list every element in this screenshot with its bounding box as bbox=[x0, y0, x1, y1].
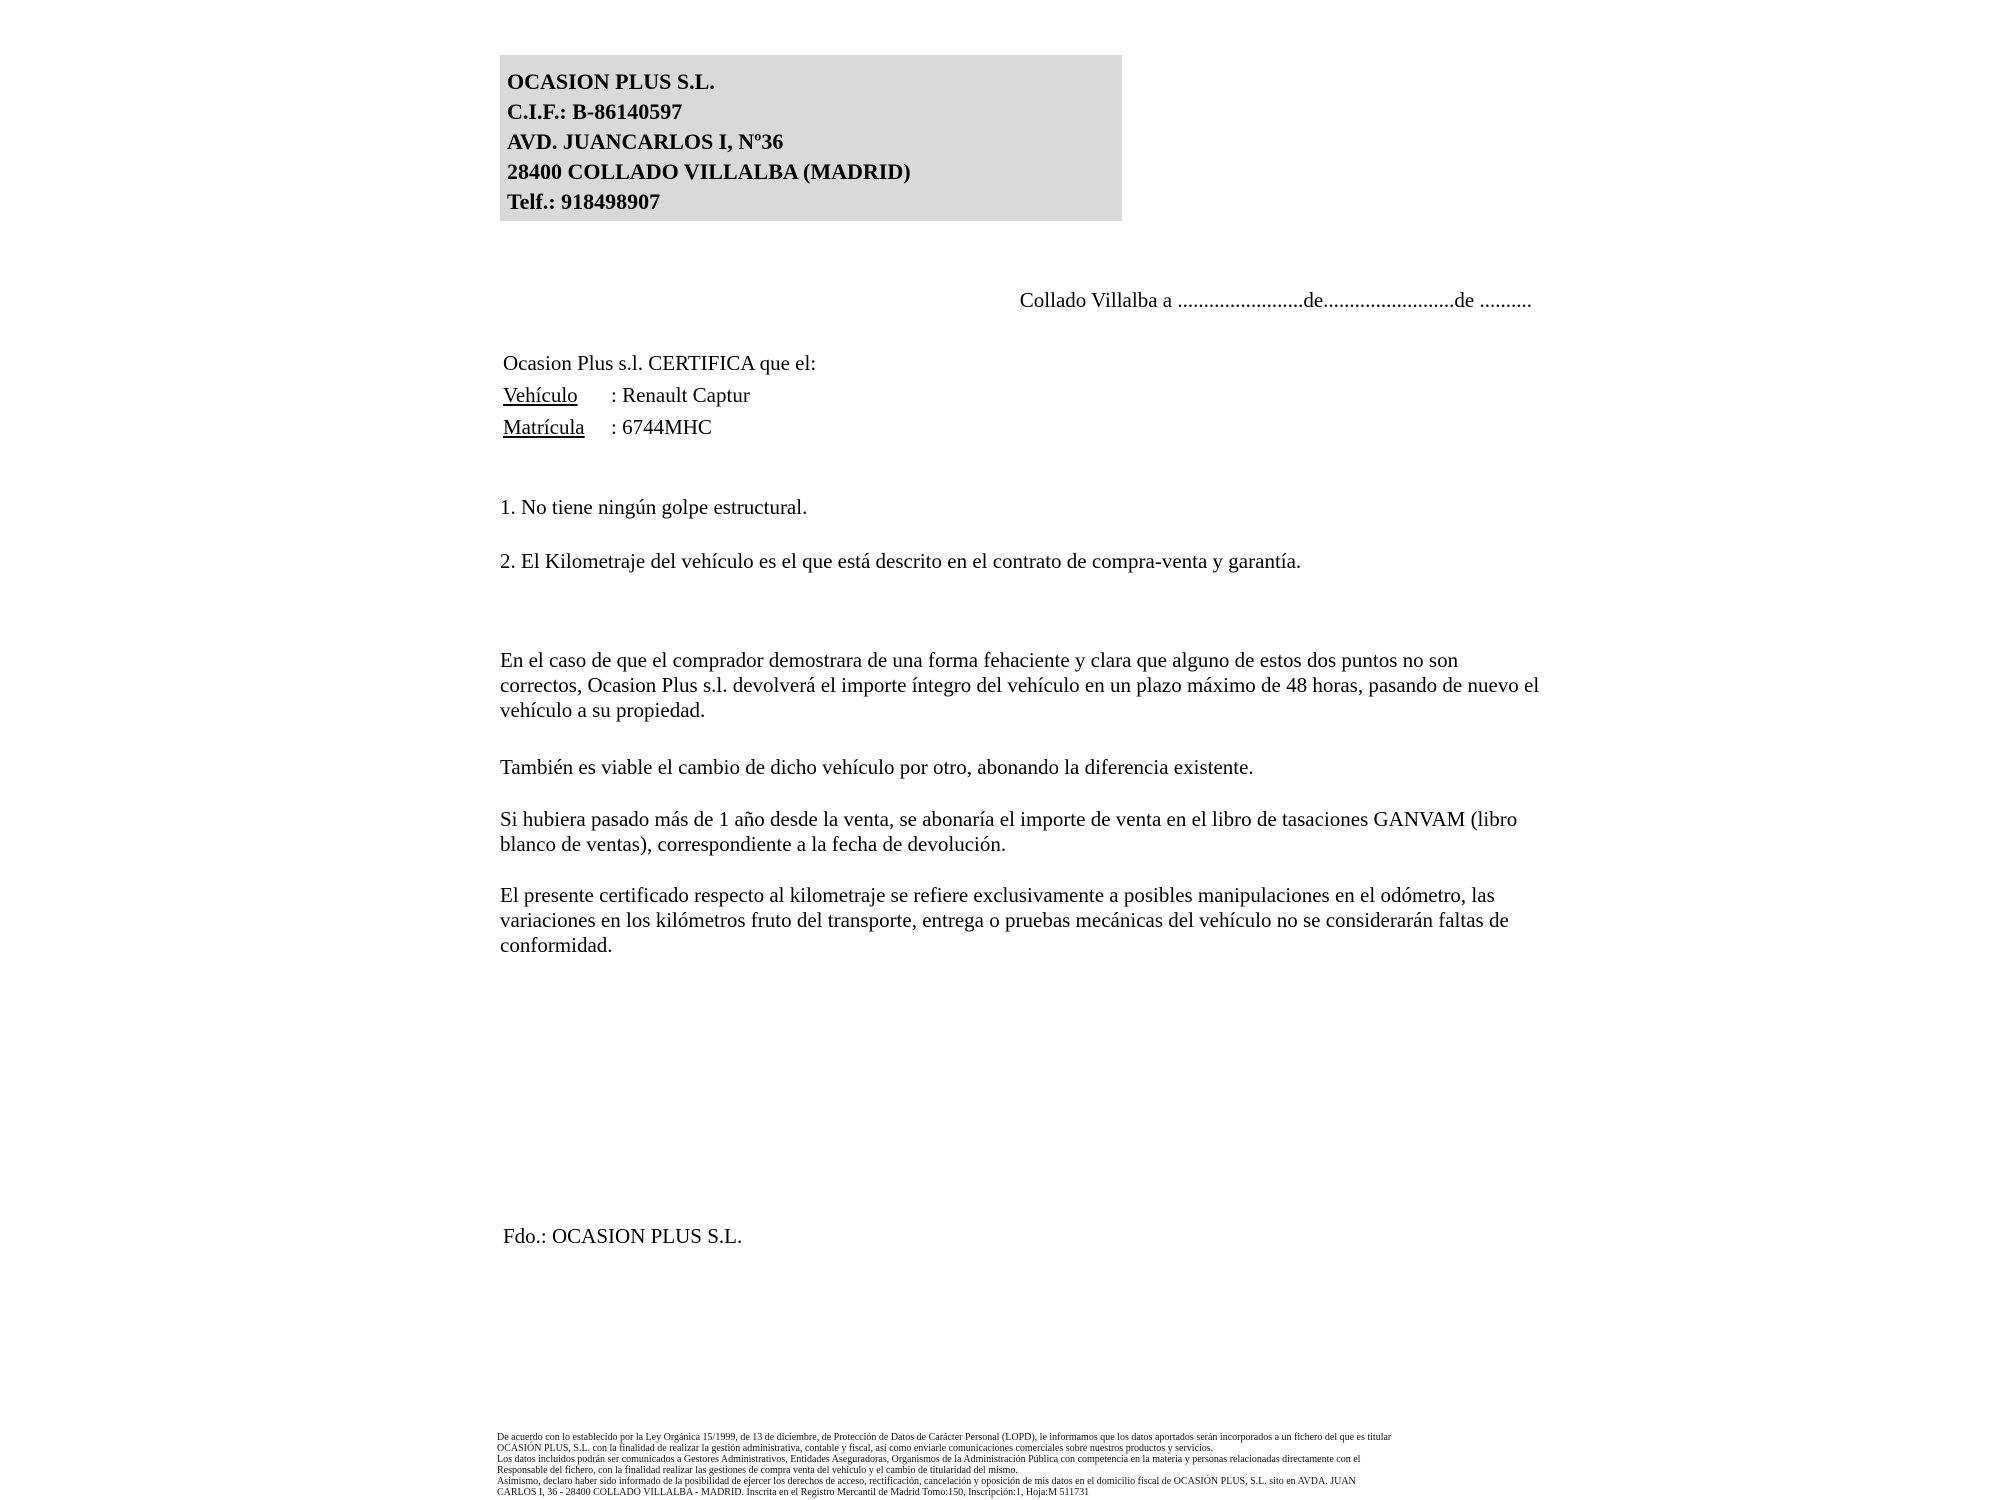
paragraph-refund-policy: En el caso de que el comprador demostrara de una forma fehaciente y clara que alguno de estos dos puntos no son correctos, Ocasion Plus s.l. devolverá el importe íntegro del vehículo en un plazo máximo de 48 horas, pasando de nuevo el vehículo a su propiedad. bbox=[500, 648, 1540, 722]
legal-line-1: De acuerdo con lo establecido por la Ley Orgánica 15/1999, de 13 de diciembre, de Protección de Datos de Carácter Personal (LOPD), le informamos que los datos aportados serán incorporados a un fichero del que es titular bbox=[497, 1432, 1392, 1443]
company-phone: Telf.: 918498907 bbox=[507, 189, 661, 214]
paragraph-exchange: También es viable el cambio de dicho vehículo por otro, abonando la diferencia existente. bbox=[500, 755, 1254, 779]
company-cif: C.I.F.: B-86140597 bbox=[507, 99, 683, 124]
company-city: 28400 COLLADO VILLALBA (MADRID) bbox=[507, 159, 911, 184]
company-header-block bbox=[500, 55, 1122, 221]
legal-line-6: CARLOS I, 36 - 28400 COLLADO VILLALBA - MADRID. Inscrita en el Registro Mercantil de Madrid Tomo:150, Inscripción:1, Hoja:M 511731 bbox=[497, 1487, 1090, 1498]
legal-footer bbox=[497, 1432, 1572, 1498]
plate-line bbox=[503, 411, 816, 443]
legal-line-5: Asimismo, declaro haber sido informado de la posibilidad de ejercer los derechos de acceso, rectificación, cancelación y oposición de mis datos en el domicilio fiscal de OCASIÓN PLUS, S.L. sito en AVDA. JUAN bbox=[497, 1476, 1356, 1487]
legal-line-2: OCASIÓN PLUS, S.L. con la finalidad de realizar la gestión administrativa, contable y fiscal, así como enviarle comunicaciones comerciales sobre nuestros productos y servicios. bbox=[497, 1443, 1214, 1454]
vehicle-value: : Renault Captur bbox=[611, 383, 750, 407]
certify-intro: Ocasion Plus s.l. CERTIFICA que el: bbox=[503, 351, 817, 375]
company-address: AVD. JUANCARLOS I, Nº36 bbox=[507, 129, 784, 154]
legal-line-3: Los datos incluidos podrán ser comunicados a Gestores Administrativos, Entidades Aseguradoras, Organismos de la Administración Pública con competencia en la materia y personas relacionadas directamente con el bbox=[497, 1454, 1361, 1465]
point-structural: 1. No tiene ningún golpe estructural. bbox=[500, 495, 808, 519]
certify-block bbox=[503, 347, 816, 443]
paragraph-odometer: El presente certificado respecto al kilometraje se refiere exclusivamente a posibles manipulaciones en el odómetro, las variaciones en los kilómetros fruto del transporte, entrega o pruebas mecánicas del vehículo no se considerarán faltas de conformidad. bbox=[500, 883, 1509, 957]
plate-label: Matrícula bbox=[503, 415, 585, 439]
paragraph-ganvam: Si hubiera pasado más de 1 año desde la venta, se abonaría el importe de venta en el libro de tasaciones GANVAM (libro blanco de ventas), correspondiente a la fecha de devolución. bbox=[500, 807, 1518, 856]
vehicle-line bbox=[503, 379, 816, 411]
vehicle-label: Vehículo bbox=[503, 383, 578, 407]
legal-line-4: Responsable del fichero, con la finalidad realizar las gestiones de compra venta del vehículo y el cambio de titularidad del mismo. bbox=[497, 1465, 1018, 1476]
signature-line: Fdo.: OCASION PLUS S.L. bbox=[503, 1224, 743, 1248]
company-name: OCASION PLUS S.L. bbox=[507, 69, 715, 94]
date-line: Collado Villalba a ........................de.........................de .......... bbox=[1019, 288, 1532, 312]
point-mileage: 2. El Kilometraje del vehículo es el que está descrito en el contrato de compra-venta y garantía. bbox=[500, 549, 1302, 573]
plate-value: : 6744MHC bbox=[611, 415, 712, 439]
